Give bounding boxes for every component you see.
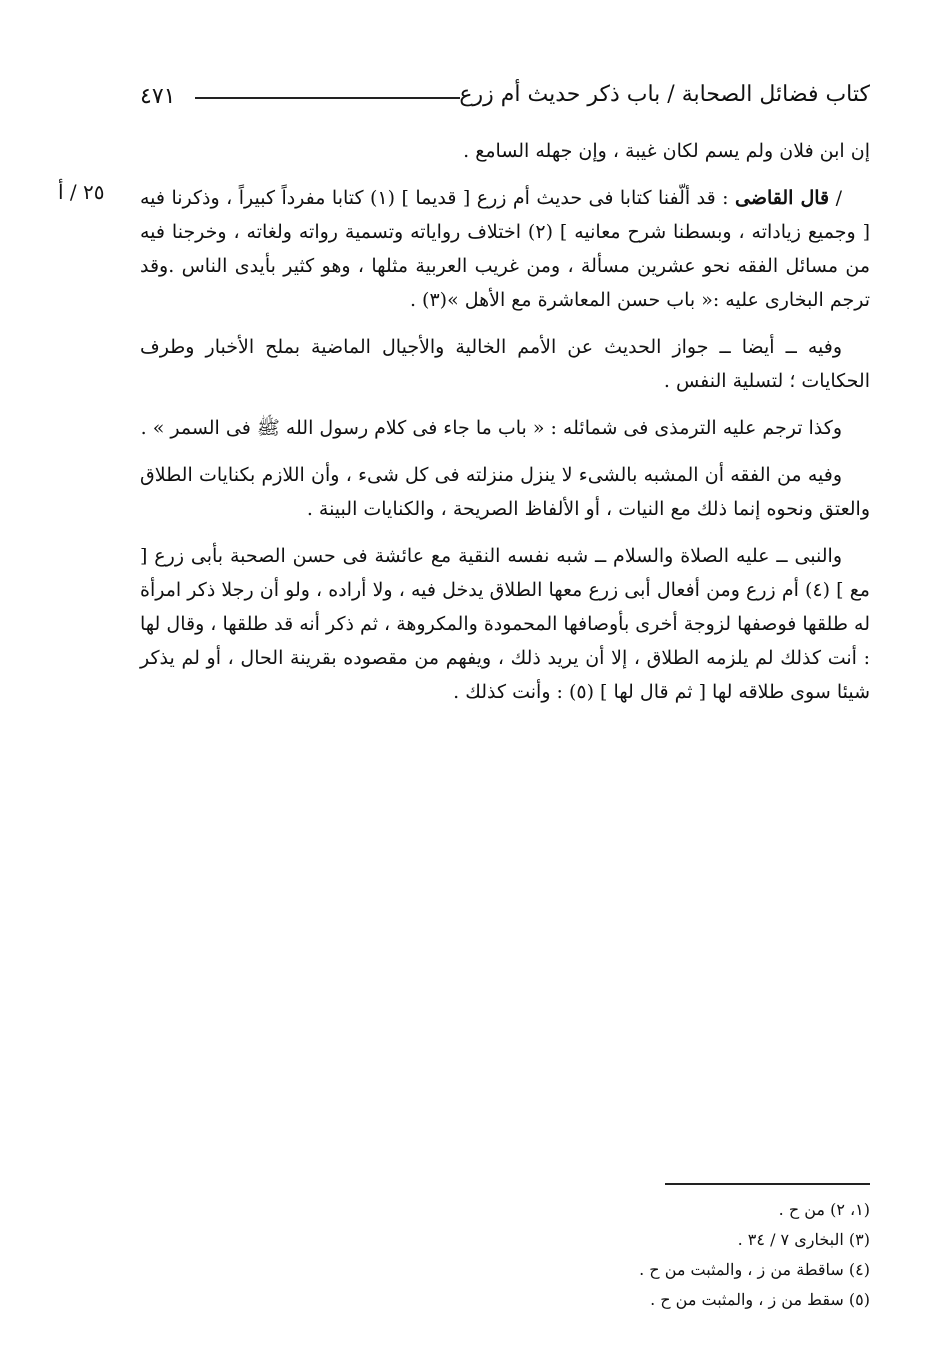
paragraph-continuation: إن ابن فلان ولم يسم لكان غيبة ، وإن جهله السامع .	[463, 140, 870, 162]
footnote-item: (١، ٢) من ح .	[778, 1200, 870, 1219]
folio-marker: /	[835, 187, 842, 209]
paragraph-fiqh: وفيه من الفقه أن المشبه بالشىء لا ينزل منزلته فى كل شىء ، وأن اللازم بكنايات الطلاق والعتق ونحوه إنما ذلك مع النيات ، أو الألفاظ الصريحة ، والكنايات البينة .	[140, 464, 870, 520]
speaker-name: قال القاضى	[735, 187, 830, 209]
paragraph-prophet: والنبى ــ عليه الصلاة والسلام ــ شبه نفسه النقية مع عائشة فى حسن الصحبة بأبى زرع [ مع ] (٤) أم زرع ومن أفعال أبى زرع معها الطلاق يدخل فيه ، ولا أراده ، ولو أن رجلا ذكر امرأة له طلقها فوصفها لزوجة أخرى بأوصافها المحمودة والمكروهة ، ثم ذكر أنه قد طلقها ، وقال لها : أنت كذلك لم يلزمه الطلاق ، إلا أن يريد ذلك ، ويفهم من مقصوده بقرينة الحال ، أو لم يذكر شيئا سوى طلاقه لها [ ثم قال لها ] (٥) : وأنت كذلك .	[140, 545, 870, 703]
paragraph-qadi	[140, 181, 870, 317]
footnote-item: (٤) ساقطة من ز ، والمثبت من ح .	[639, 1260, 870, 1279]
footnote-item: (٥) سقط من ز ، والمثبت من ح .	[650, 1290, 870, 1309]
running-title: كتاب فضائل الصحابة / باب ذكر حديث أم زرع	[459, 82, 870, 107]
paragraph-qadi-text: : قد ألّفنا كتابا فى حديث أم زرع [ قديما ] (١) كتابا مفرداً كبيراً ، وذكرنا فيه [ وجميع زياداته ، وبسطنا شرح معانيه ] (٢) اختلاف رواياته وتسمية رواته ولغاته ، وخرجنا فيه من مسائل الفقه نحو عشرين مسألة ، ومن غريب العربية مثلها ، وهو كثير بأيدى الناس .وقد ترجم البخارى عليه :« باب حسن المعاشرة مع الأهل »(٣) .	[140, 187, 871, 311]
running-header	[140, 80, 870, 116]
footnotes	[450, 1195, 870, 1315]
paragraph-tirmidhi: وكذا ترجم عليه الترمذى فى شمائله : « باب ما جاء فى كلام رسول الله ﷺ فى السمر » .	[140, 417, 842, 439]
footnote-item: (٣) البخارى ٧ / ٣٤ .	[737, 1230, 870, 1249]
margin-folio-note: ٢٥ / أ	[58, 180, 105, 204]
header-rule	[195, 97, 460, 99]
main-text	[140, 134, 870, 722]
paragraph-stories: وفيه ــ أيضا ــ جواز الحديث عن الأمم الخالية والأجيال الماضية بملح الأخبار وطرف الحكايات ؛ لتسلية النفس .	[140, 336, 870, 392]
page-number: ٤٧١	[140, 84, 176, 109]
footnote-rule	[665, 1183, 870, 1185]
